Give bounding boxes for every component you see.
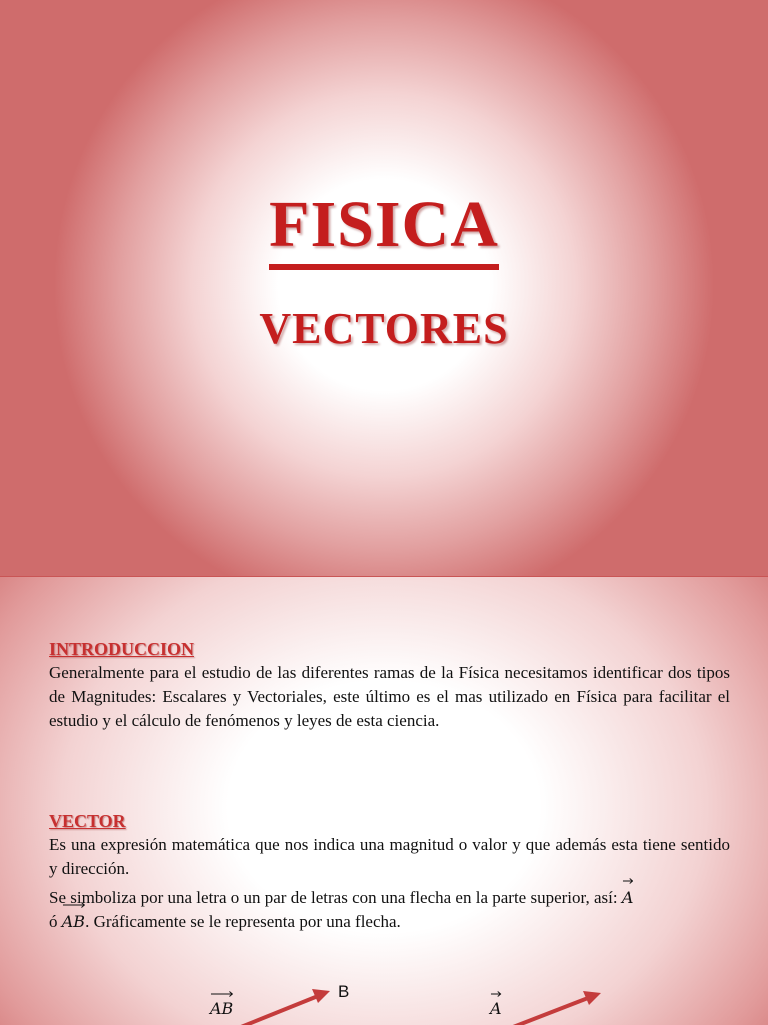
- vector-definition-text: Es una expresión matemática que nos indica una magnitud o valor y que además esta tiene sentido y dirección.: [49, 835, 730, 878]
- diagram-label-a: A: [490, 999, 502, 1019]
- diagram-label-b: B: [338, 982, 350, 1001]
- vector-arrow-icon: [490, 990, 502, 998]
- vector-arrow-ab: [236, 989, 330, 1025]
- vector-heading: VECTOR: [49, 811, 126, 831]
- intro-heading: INTRODUCCION: [49, 639, 195, 659]
- notation-or-text: ó: [49, 912, 58, 931]
- vector-symbol-ab: AB: [62, 910, 85, 934]
- vector-symbol-a: A: [622, 886, 634, 910]
- slide-title: FISICA: [0, 187, 768, 270]
- vector-arrow-icon: [210, 990, 233, 998]
- content-slide: [0, 576, 768, 1025]
- notation-graphic-text: . Gráficamente se le representa por una flecha.: [85, 912, 401, 931]
- notation-intro-text: Se simboliza por una letra o un par de letras con una flecha en la parte superior, así:: [49, 888, 618, 907]
- vector-arrow-a: [508, 991, 601, 1025]
- diagram-label-ab: AB: [210, 999, 233, 1019]
- slide-subtitle: VECTORES: [259, 304, 509, 353]
- vector-diagram: [0, 577, 768, 1025]
- intro-text: Generalmente para el estudio de las diferentes ramas de la Física necesitamos identificar dos tipos de Magnitudes: Escalares y Vectoriales, este último es el mas utilizado en Física para facilitar el estudio y el cálculo de fenómenos y leyes de esta ciencia.: [49, 663, 730, 730]
